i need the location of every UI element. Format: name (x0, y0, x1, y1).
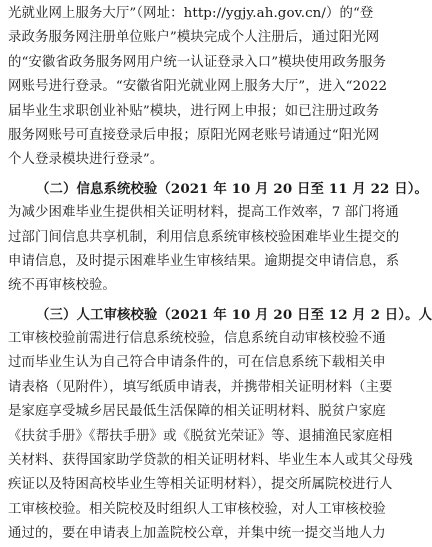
section-heading: （二）信息系统校验（2021 年 10 月 20 日至 11 月 22 日）。 (36, 180, 428, 197)
text-line: 过部门间信息共享机制，利用信息系统审核校验困难毕业生提交的 (8, 229, 400, 245)
text-line: 请表格（见附件），填写纸质申请表，并携带相关证明材料（主要 (8, 379, 393, 395)
text-line: 服务网账号可直接登录后申报；原阳光网老账号请通过“阳光网 (8, 127, 380, 143)
section-heading: （三）人工审核校验（2021 年 10 月 20 日至 12 月 2 日）。人 (36, 306, 432, 323)
text-line: 申请信息，及时提示困难毕业生审核结果。逾期提交申请信息，系 (8, 253, 400, 269)
text-line: 工审核校验。相关院校及时组织人工审核校验，对人工审核校验 (8, 501, 386, 517)
text-line: 届毕业生求职创业补贴”模块，进行网上申报；如已注册过政务 (8, 103, 380, 119)
text-line: 过而毕业生认为自己符合申请条件的，可在信息系统下载相关申 (8, 355, 386, 371)
text-line: 光就业网上服务大厅”（网址：http://ygjy.ah.gov.cn/）的“登 (8, 6, 374, 21)
paragraph-registration (8, 2, 399, 173)
document-body (8, 2, 432, 547)
text-line: 工审核校验前需进行信息系统校验，信息系统自动审核校验不通 (8, 331, 386, 347)
section-info-system-check (8, 177, 428, 299)
text-line: 为减少困难毕业生提供相关证明材料，提高工作效率，7 部门将通 (8, 205, 399, 221)
text-line: 疾证以及特困高校毕业生等相关证明材料），提交所属院校进行人 (8, 477, 393, 493)
text-line: 的“安徽省政务服务网用户统一认证登录入口”模块使用政务服务 (8, 54, 387, 70)
text-line: 统不再审核校验。 (8, 278, 116, 294)
text-line: 录政务服务网注册单位账户”模块完成个人注册后，通过阳光网 (8, 30, 380, 46)
text-line: 是家庭享受城乡居民最低生活保障的相关证明材料、脱贫户家庭 (8, 404, 386, 420)
text-line: 网账号进行登录。“安徽省阳光就业网上服务大厅”，进入“2022 (8, 79, 388, 95)
text-line: 《扶贫手册》《帮扶手册》或《脱贫光荣证》等、退捕渔民家庭相 (8, 428, 393, 444)
text-line: 通过的，要在申请表上加盖院校公章，并集中统一提交当地人力 (8, 526, 386, 542)
section-manual-review (8, 303, 432, 547)
text-line: 关材料、获得国家助学贷款的相关证明材料、毕业生本人或其父母残 (8, 453, 413, 469)
text-line: 个人登录模块进行登录”。 (8, 152, 164, 168)
